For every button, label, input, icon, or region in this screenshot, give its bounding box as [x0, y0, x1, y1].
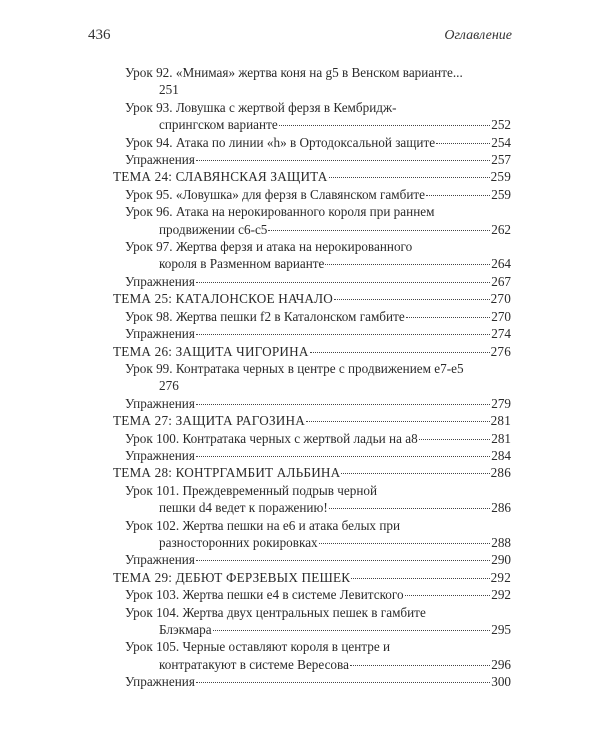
toc-entry-lesson-92[interactable] [113, 64, 511, 99]
leader-dots [268, 230, 490, 231]
leader-dots [306, 421, 490, 422]
toc-entry-exercises[interactable] [113, 273, 511, 290]
toc-entry-page: 290 [491, 552, 511, 568]
page-number: 436 [88, 27, 111, 43]
leader-dots [341, 473, 489, 474]
toc-entry-title: Урок 94. Атака по линии «h» в Ортодоксальной защите [125, 134, 436, 150]
toc-entry-lesson-99[interactable] [113, 360, 511, 395]
toc-entry-exercises[interactable] [113, 447, 511, 464]
leader-dots [426, 195, 490, 196]
toc-entry-title-line-2: продвижении c6-c5 [159, 221, 268, 237]
toc-entry-page: 295 [491, 622, 511, 637]
toc-entry-title: Упражнения [125, 273, 195, 289]
toc-entry-title: ТЕМА 24: СЛАВЯНСКАЯ ЗАЩИТА [113, 169, 328, 185]
toc-entry-theme-27[interactable] [113, 412, 511, 429]
toc-entry-page: 296 [491, 656, 511, 672]
leader-dots [213, 630, 491, 631]
toc-entry-exercises[interactable] [113, 325, 511, 342]
toc-entry-lesson-104[interactable] [113, 604, 511, 639]
toc-entry-title-line-2: Блэкмара [159, 622, 212, 637]
toc-entry-page: 259 [491, 186, 511, 202]
toc-entry-lesson-103[interactable] [113, 586, 511, 603]
toc-entry-page: 281 [490, 413, 511, 429]
toc-entry-page: 292 [490, 569, 511, 585]
leader-dots [196, 282, 490, 283]
toc-entry-page: 254 [491, 134, 511, 150]
toc-entry-lesson-98[interactable] [113, 308, 511, 325]
toc-entry-title: ТЕМА 28: КОНТРГАМБИТ АЛЬБИНА [113, 465, 341, 481]
toc-entry-page: 252 [491, 117, 511, 133]
toc-entry-title-line-1: Урок 102. Жертва пешки на е6 и атака белых при [125, 517, 401, 533]
table-of-contents [113, 64, 511, 691]
toc-entry-title-line-1: Урок 93. Ловушка с жертвой ферзя в Кембридж- [125, 99, 397, 115]
toc-entry-title: Урок 99. Контратака черных в центре с продвижением e7-e5 [125, 360, 464, 376]
toc-entry-title: Упражнения [125, 326, 195, 342]
leader-dots [325, 264, 490, 265]
toc-entry-title-line-1: Урок 105. Черные оставляют короля в центре и [125, 639, 391, 655]
leader-dots [196, 160, 490, 161]
toc-entry-title: Урок 92. «Мнимая» жертва коня на g5 в Венском варианте... [125, 65, 463, 80]
toc-entry-page: 251 [159, 82, 179, 98]
leader-dots [436, 143, 490, 144]
leader-dots [334, 299, 490, 300]
toc-entry-lesson-94[interactable] [113, 134, 511, 151]
toc-entry-title-line-2: пешки d4 ведет к поражению! [159, 500, 328, 516]
toc-entry-exercises[interactable] [113, 395, 511, 412]
leader-dots [351, 578, 489, 579]
toc-entry-title: Упражнения [125, 674, 195, 690]
toc-entry-title: Упражнения [125, 447, 195, 463]
toc-entry-page: 288 [491, 534, 511, 550]
toc-entry-page: 270 [490, 291, 511, 307]
toc-entry-title-line-1: Урок 101. Преждевременный подрыв черной [125, 482, 378, 498]
toc-entry-title: ТЕМА 25: КАТАЛОНСКОЕ НАЧАЛО [113, 291, 334, 307]
leader-dots [196, 334, 490, 335]
toc-entry-page: 257 [491, 152, 511, 168]
toc-entry-page: 292 [491, 587, 511, 603]
leader-dots [319, 543, 491, 544]
toc-entry-exercises[interactable] [113, 151, 511, 168]
toc-entry-exercises[interactable] [113, 673, 511, 690]
toc-entry-page: 281 [491, 430, 511, 446]
toc-entry-page: 274 [491, 326, 511, 342]
toc-entry-theme-29[interactable] [113, 569, 511, 586]
toc-entry-title: Урок 100. Контратака черных с жертвой ладьи на а8 [125, 430, 418, 446]
toc-entry-page: 270 [491, 308, 511, 324]
toc-entry-theme-26[interactable] [113, 343, 511, 360]
toc-entry-page: 262 [491, 221, 511, 237]
toc-entry-lesson-93[interactable] [113, 99, 511, 134]
leader-dots [405, 595, 491, 596]
toc-entry-title-line-1: Урок 104. Жертва двух центральных пешек в гамбите [125, 604, 426, 620]
leader-dots [279, 125, 491, 126]
toc-entry-title-line-2: спрингском варианте [159, 117, 278, 133]
toc-entry-page: 286 [491, 500, 511, 516]
toc-entry-lesson-101[interactable] [113, 482, 511, 517]
leader-dots [196, 682, 490, 683]
toc-entry-title: ТЕМА 26: ЗАЩИТА ЧИГОРИНА [113, 343, 309, 359]
running-title: Оглавление [444, 28, 512, 43]
toc-entry-lesson-105[interactable] [113, 638, 511, 673]
toc-entry-page: 276 [159, 378, 179, 394]
toc-entry-title-line-2: контратакуют в системе Вересова [159, 656, 349, 672]
toc-entry-page: 300 [491, 674, 511, 690]
toc-entry-title: Урок 103. Жертва пешки е4 в системе Левитского [125, 587, 404, 603]
toc-entry-title-line-1: Урок 96. Атака на нерокированного короля при раннем [125, 204, 435, 220]
toc-entry-theme-24[interactable] [113, 168, 511, 185]
leader-dots [196, 560, 490, 561]
leader-dots [419, 439, 491, 440]
toc-entry-lesson-97[interactable] [113, 238, 511, 273]
leader-dots [406, 317, 491, 318]
toc-entry-title: ТЕМА 27: ЗАЩИТА РАГОЗИНА [113, 413, 305, 429]
toc-entry-page: 284 [491, 447, 511, 463]
toc-entry-lesson-102[interactable] [113, 517, 511, 552]
toc-entry-title: Урок 98. Жертва пешки f2 в Каталонском гамбите [125, 308, 405, 324]
toc-entry-page: 267 [491, 273, 511, 289]
toc-entry-page: 286 [490, 465, 511, 481]
toc-entry-exercises[interactable] [113, 551, 511, 568]
toc-entry-theme-25[interactable] [113, 290, 511, 307]
leader-dots [329, 177, 490, 178]
toc-entry-theme-28[interactable] [113, 464, 511, 481]
toc-entry-title: Упражнения [125, 552, 195, 568]
leader-dots [196, 456, 490, 457]
toc-entry-title-line-2: короля в Разменном варианте [159, 256, 325, 272]
toc-entry-lesson-96[interactable] [113, 203, 511, 238]
toc-entry-title: Урок 95. «Ловушка» для ферзя в Славянском гамбите [125, 186, 425, 202]
toc-entry-lesson-95[interactable] [113, 186, 511, 203]
toc-entry-title: Упражнения [125, 152, 195, 168]
leader-dots [350, 665, 490, 666]
toc-entry-page: 279 [491, 395, 511, 411]
toc-entry-lesson-100[interactable] [113, 430, 511, 447]
toc-entry-title: Упражнения [125, 395, 195, 411]
toc-entry-page: 264 [491, 256, 511, 272]
toc-entry-page: 259 [490, 169, 511, 185]
toc-entry-page: 276 [490, 343, 511, 359]
leader-dots [329, 508, 491, 509]
toc-entry-title-line-1: Урок 97. Жертва ферзя и атака на нерокированного [125, 239, 413, 255]
toc-entry-title: ТЕМА 29: ДЕБЮТ ФЕРЗЕВЫХ ПЕШЕК [113, 569, 351, 585]
leader-dots [196, 404, 490, 405]
toc-entry-title-line-2: разносторонних рокировках [159, 534, 318, 550]
leader-dots [310, 352, 490, 353]
